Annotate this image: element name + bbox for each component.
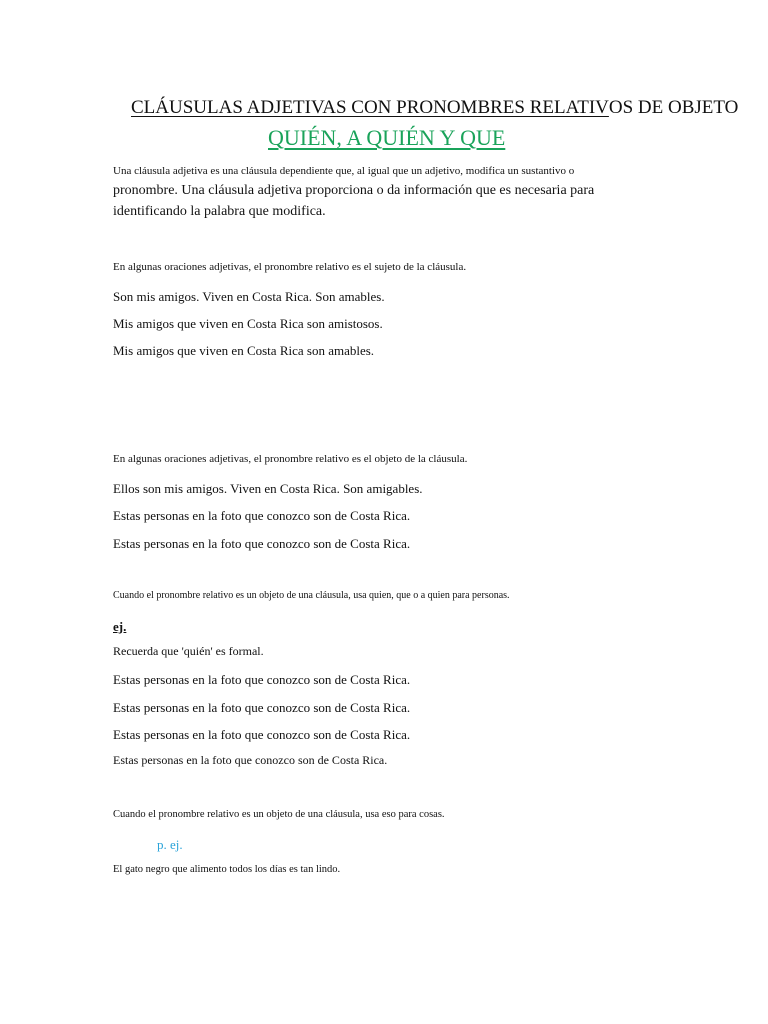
document-title <box>131 97 738 119</box>
object-example-2: Estas personas en la foto que conozco son de Costa Rica. <box>113 508 411 523</box>
object-example-3: Estas personas en la foto que conozco son de Costa Rica. <box>113 536 411 551</box>
ej-label: ej. <box>113 619 127 634</box>
object-example-1: Ellos son mis amigos. Viven en Costa Rica. Son amigables. <box>113 481 423 496</box>
people-example-2: Estas personas en la foto que conozco son de Costa Rica. <box>113 700 411 715</box>
things-example: El gato negro que alimento todos los días es tan lindo. <box>113 864 341 875</box>
subject-example-1: Son mis amigos. Viven en Costa Rica. Son amables. <box>113 289 385 304</box>
document-subtitle: QUIÉN, A QUIÉN Y QUE <box>268 125 506 150</box>
intro-line-1: Una cláusula adjetiva es una cláusula dependiente que, al igual que un adjetivo, modifica un sustantivo o <box>113 165 575 177</box>
subject-example-3: Mis amigos que viven en Costa Rica son amables. <box>113 343 375 358</box>
people-example-4: Estas personas en la foto que conozco son de Costa Rica. <box>113 753 388 767</box>
people-example-3: Estas personas en la foto que conozco son de Costa Rica. <box>113 727 411 742</box>
section-subject-heading: En algunas oraciones adjetivas, el pronombre relativo es el sujeto de la cláusula. <box>113 261 467 273</box>
intro-line-3: identificando la palabra que modifica. <box>113 204 326 219</box>
title-rest-part: OS DE OBJETO <box>608 97 739 118</box>
intro-line-2: pronombre. Una cláusula adjetiva proporciona o da información que es necesaria para <box>113 183 595 198</box>
title-underlined-part: CLÁUSULAS ADJETIVAS CON PRONOMBRES RELATIV <box>131 97 609 118</box>
pej-label: p. ej. <box>157 837 183 852</box>
subject-example-2: Mis amigos que viven en Costa Rica son amistosos. <box>113 316 383 331</box>
section-things-heading: Cuando el pronombre relativo es un objeto de una cláusula, usa eso para cosas. <box>113 809 445 820</box>
people-note: Recuerda que 'quién' es formal. <box>113 644 264 658</box>
section-people-heading: Cuando el pronombre relativo es un objeto de una cláusula, usa quien, que o a quien para personas. <box>113 590 510 601</box>
people-example-1: Estas personas en la foto que conozco son de Costa Rica. <box>113 672 411 687</box>
section-object-heading: En algunas oraciones adjetivas, el pronombre relativo es el objeto de la cláusula. <box>113 453 468 465</box>
